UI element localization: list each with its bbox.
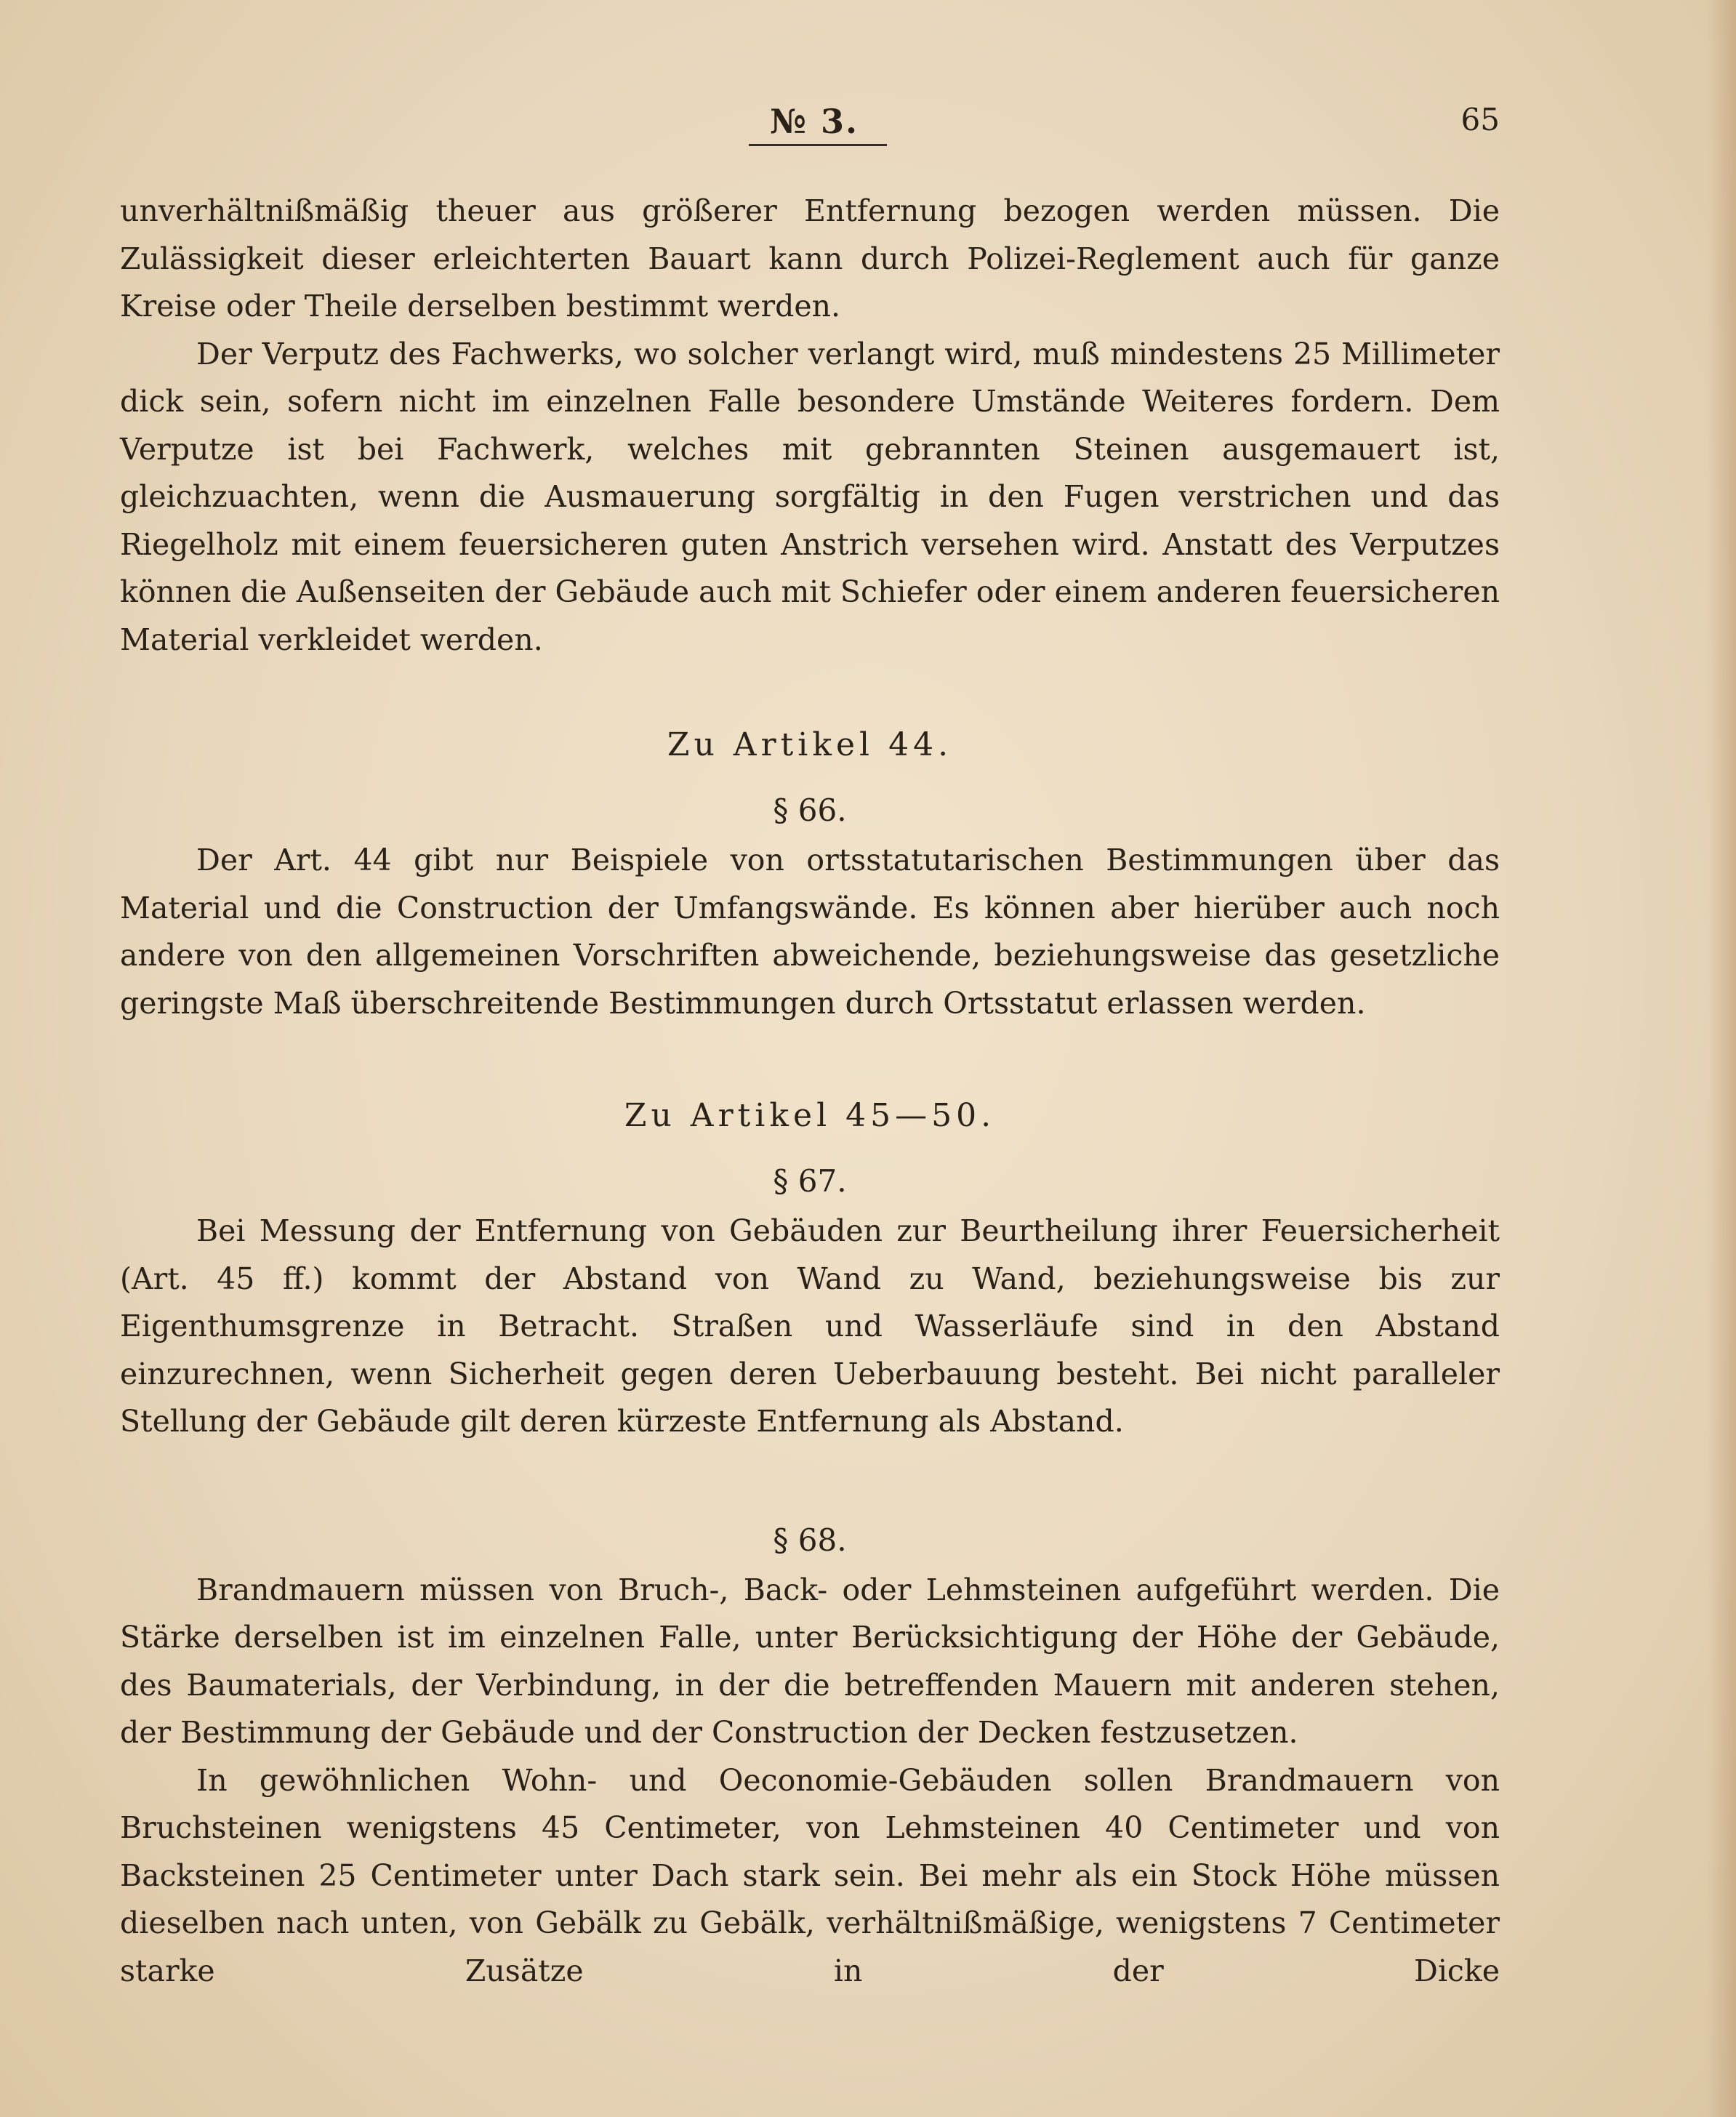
spacer bbox=[120, 1027, 1500, 1094]
section-68: § 68. bbox=[773, 1522, 847, 1558]
spacer bbox=[120, 767, 1500, 789]
issue-number: № 3. bbox=[769, 102, 859, 141]
spacer bbox=[120, 1446, 1500, 1519]
page-number: 65 bbox=[1460, 102, 1500, 137]
paragraph-continuation: unverhältnißmäßig theuer aus größerer Entfernung bezogen werden müssen. Die Zulässigkeit dieser erleichterten Bauart kann durch Polizei-Reglement auch für ganze Kreise oder Theile derselben bestimmt werden. bbox=[120, 193, 1500, 324]
section-67: § 67. bbox=[773, 1163, 847, 1199]
spacer bbox=[120, 1138, 1500, 1160]
document-body bbox=[120, 188, 1500, 1995]
paragraph-section-67: Bei Messung der Entfernung von Gebäuden zur Beurtheilung ihrer Feuersicherheit (Art. 45 ff.) kommt der Abstand von Wand zu Wand, beziehungsweise bis zur Eigenthumsgrenze in Betracht. Straßen und Wasserläufe sind in den Abstand einzurechnen, wenn Sicherheit gegen deren Ueberbauung besteht. Bei nicht paralleler Stellung der Gebäude gilt deren kürzeste Entfernung als Abstand. bbox=[120, 1213, 1500, 1439]
paragraph-verputz: Der Verputz des Fachwerks, wo solcher verlangt wird, muß mindestens 25 Millimeter dick sein, sofern nicht im einzelnen Falle besondere Umstände Weiteres fordern. Dem Verputze ist bei Fachwerk, welches mit gebrannten Steinen ausgemauert ist, gleichzuachten, wenn die Ausmauerung sorgfältig in den Fugen verstrichen und das Riegelholz mit einem feuersicheren guten Anstrich versehen wird. Anstatt des Verputzes können die Außenseiten der Gebäude auch mit Schiefer oder einem anderen feuersicheren Material verkleidet werden. bbox=[120, 336, 1500, 657]
heading-artikel-44: Zu Artikel 44. bbox=[667, 726, 953, 763]
header-rule bbox=[749, 144, 887, 146]
page-edge-shadow bbox=[1707, 0, 1736, 2117]
heading-artikel-45-50: Zu Artikel 45—50. bbox=[624, 1097, 996, 1134]
paragraph-section-66: Der Art. 44 gibt nur Beispiele von ortsstatutarischen Bestimmungen über das Material und die Construction der Umfangswände. Es können aber hierüber auch noch andere von den allgemeinen Vorschriften abweichende, beziehungsweise das gesetzliche geringste Maß überschreitende Bestimmungen durch Ortsstatut erlassen werden. bbox=[120, 843, 1500, 1021]
paragraph-brandmauern-staerke: In gewöhnlichen Wohn- und Oeconomie-Gebäuden sollen Brandmauern von Bruchsteinen wenigstens 45 Centimeter, von Lehmsteinen 40 Centimeter und von Backsteinen 25 Centimeter unter Dach stark sein. Bei mehr als ein Stock Höhe müssen dieselben nach unten, von Gebälk zu Gebälk, verhältnißmäßige, wenigstens 7 Centimeter starke Zusätze in der Dicke bbox=[120, 1762, 1500, 1988]
spacer bbox=[120, 664, 1500, 723]
section-66: § 66. bbox=[773, 792, 847, 828]
paragraph-section-68: Brandmauern müssen von Bruch-, Back- oder Lehmsteinen aufgeführt werden. Die Stärke derselben ist im einzelnen Falle, unter Berücksichtigung der Höhe der Gebäude, des Baumaterials, der Verbindung, in der die betreffenden Mauern mit anderen stehen, der Bestimmung der Gebäude und der Construction der Decken festzusetzen. bbox=[120, 1572, 1500, 1750]
